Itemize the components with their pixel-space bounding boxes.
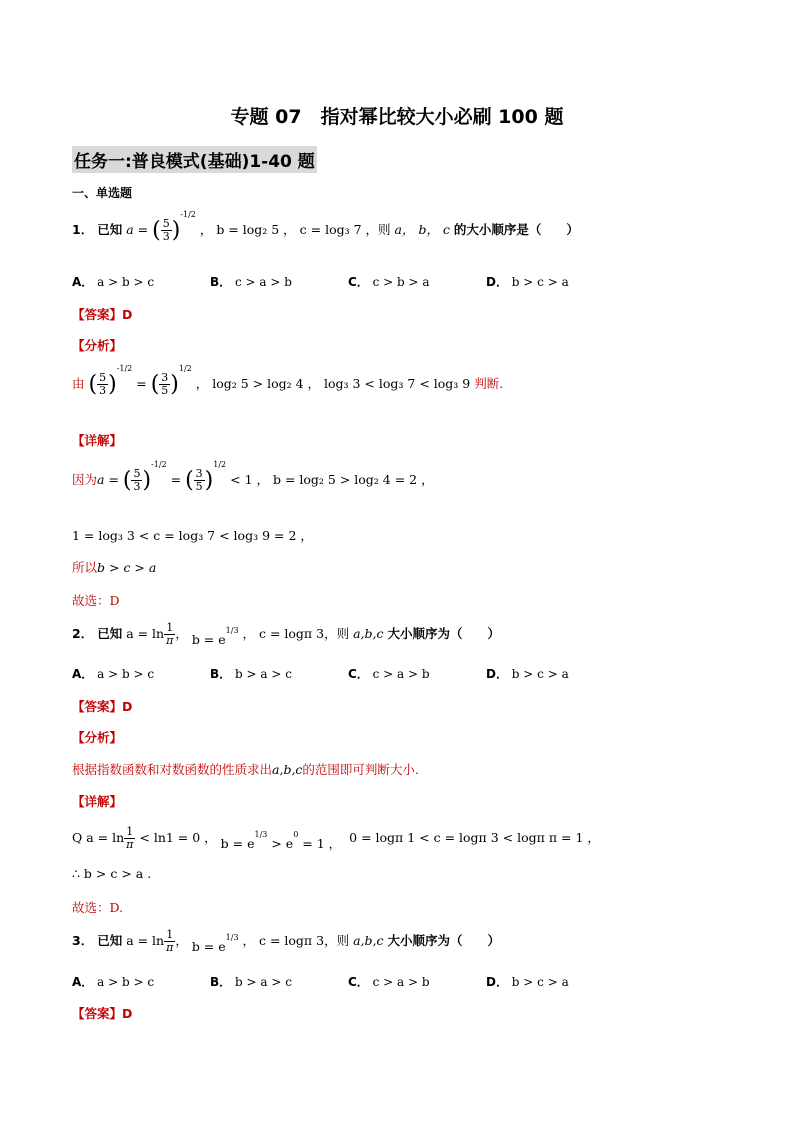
analysis-text: 由 ( $\frac{5}{3}$ )$^{-1/2}$ = ( $\frac{3}{5}$ )$^{1/2}$ ， log₂ 5 > log₂ 4 ， log₃ 3 < log₃ 7 < log₃ 9 判断. [72,363,504,397]
option-d[interactable]: D． b > c > a [486,275,569,289]
page-title: 专题 07 指对幂比较大小必刷 100 题 [230,106,564,128]
detail-label: 【详解】 [72,794,123,809]
option-b[interactable]: B． b > a > c [210,975,292,989]
analysis-label: 【分析】 [72,730,123,745]
detail-line-1: Q a = ln $\frac{1}{\pi}$ < ln1 = 0 ， $b = e^{1/3} > e^0 = 1$ ， 0 = logπ 1 < c = logπ 3 < logπ π = 1 ， [72,825,600,851]
section-heading: 一、单选题 [72,186,133,200]
question-suffix: 的大小顺序是（ ） [453,222,579,237]
option-b[interactable]: B． b > a > c [210,667,292,681]
answer-label: 【答案】D [72,699,133,714]
option-c[interactable]: C． c > a > b [348,667,430,681]
option-c[interactable]: C． c > a > b [348,975,430,989]
option-a[interactable]: A． a > b > c [72,275,155,289]
analysis-label: 【分析】 [72,338,123,353]
choose-text: 故选：D [72,593,120,608]
vars: a， b， c [394,222,450,237]
detail-line-3: 所以b > c > a [72,560,157,575]
var-a: a [126,222,134,237]
task-heading: 任务一:普良模式(基础)1-40 题 [72,146,317,173]
option-d[interactable]: D． b > c > a [486,975,569,989]
option-b[interactable]: B． c > a > b [210,275,292,289]
question-prefix: 已知 [97,222,123,237]
option-a[interactable]: A． a > b > c [72,667,155,681]
question-3: 3． 已知 a = ln $\frac{1}{\pi}$ ， $b = e^{1/3}$ ， c = logπ 3，则 a,b,c 大小顺序为（ ） [72,928,500,954]
option-c[interactable]: C． c > b > a [348,275,430,289]
detail-label: 【详解】 [72,433,123,448]
detail-line-2: ∴ b > c > a . [72,866,152,881]
detail-line-2: 1 = log₃ 3 < c = log₃ 7 < log₃ 9 = 2 ， [72,528,313,543]
detail-line-1: 因为a = ( $\frac{5}{3}$ )$^{-1/2}$ = ( $\frac{3}{5}$ )$^{1/2}$ < 1 ， b = log₂ 5 > log₂ 4 = 2 ， [72,459,434,493]
equals: = [137,222,149,237]
b-definition: ， b = log₂ 5 ， [199,222,296,237]
fraction: $\frac{5}{3}$ [162,217,170,243]
choose-text: 故选：D. [72,900,124,915]
question-1: 1． 已知 a = ( $\frac{5}{3}$ )$^{-1/2}$ ， b = log₂ 5 ， c = log₃ 7 ，则 a， b， c 的大小顺序是（ ） [72,209,579,243]
question-2: 2． 已知 a = ln $\frac{1}{\pi}$ ， $b = e^{1/3}$ ， c = logπ 3，则 a,b,c 大小顺序为（ ） [72,621,500,647]
answer-label: 【答案】D [72,1006,133,1021]
option-d[interactable]: D． b > c > a [486,667,569,681]
exponent: -1/2 [180,209,196,219]
option-a[interactable]: A． a > b > c [72,975,155,989]
analysis-text: 根据指数函数和对数函数的性质求出a,b,c的范围即可判断大小. [72,762,419,777]
question-number: 1． [72,222,94,237]
answer-value: D [122,307,133,322]
answer-label: 【答案】D [72,307,133,322]
c-definition: c = log₃ 7 ，则 [299,222,391,237]
